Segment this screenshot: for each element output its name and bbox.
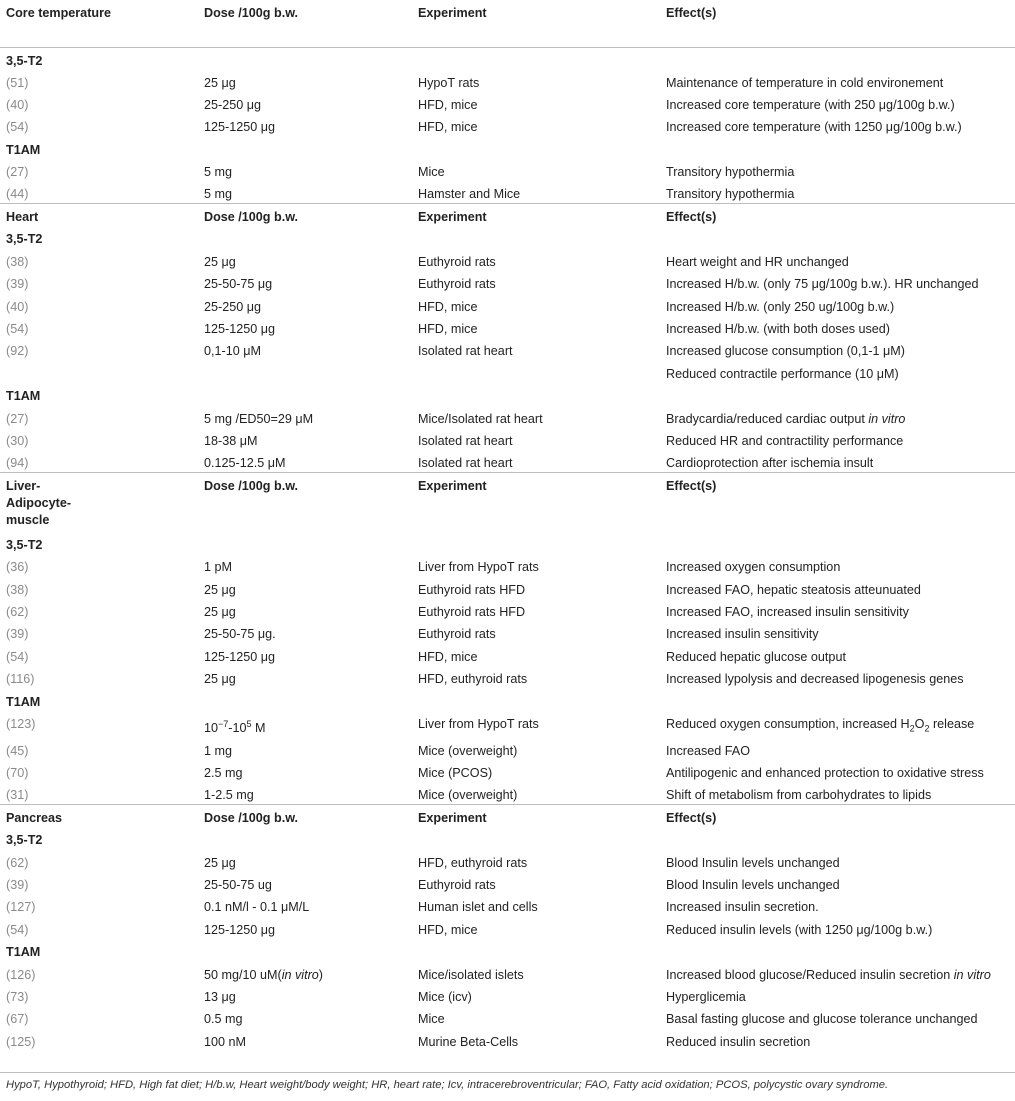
- reference-cell: (27): [6, 411, 29, 426]
- dose-cell: 0,1-10 μM: [204, 344, 261, 359]
- compound-label: T1AM: [6, 945, 41, 960]
- dose-cell: 1-2.5 mg: [204, 788, 254, 803]
- table-row: [0, 92, 1015, 114]
- dose-cell: 25 μg: [204, 254, 236, 269]
- dose-cell: [198, 962, 412, 984]
- effect-cell: [660, 450, 1015, 473]
- dose-cell: 5 mg /ED50=29 μM: [204, 411, 314, 426]
- dose-cell: 2.5 mg: [204, 765, 243, 780]
- column-header-experiment: Experiment: [418, 6, 487, 20]
- effect-cell: [660, 338, 1015, 360]
- section-header-row: [0, 805, 1015, 828]
- effect-cell: [660, 361, 1015, 383]
- compound-row: [0, 137, 1015, 159]
- table-row: [0, 316, 1015, 338]
- table-row: [0, 621, 1015, 643]
- effect-text: Increased H/b.w. (only 75 μg/100g b.w.). HR unchanged: [666, 277, 979, 292]
- column-header-dose: Dose /100g b.w.: [204, 6, 299, 20]
- table-row: [0, 850, 1015, 872]
- effect-cell: [660, 711, 1015, 738]
- effect-subscript: 2: [909, 723, 915, 734]
- experiment-cell: Mice (overweight): [418, 788, 518, 803]
- experiment-cell: HypoT rats: [418, 75, 480, 90]
- reference-cell: [0, 361, 198, 383]
- effect-text: Blood Insulin levels unchanged: [666, 878, 840, 893]
- effect-text: Shift of metabolism from carbohydrates to lipids: [666, 788, 932, 803]
- dose-cell: 25 μg: [204, 582, 236, 597]
- effect-cell: [660, 159, 1015, 181]
- effect-cell: [660, 249, 1015, 271]
- dose-cell: 1 mg: [204, 743, 232, 758]
- effect-cell: [660, 70, 1015, 92]
- reference-cell: (40): [6, 299, 29, 314]
- table-row: [0, 70, 1015, 92]
- table-row: [0, 249, 1015, 271]
- compound-label: 3,5-T2: [6, 232, 43, 247]
- effect-text: Increased core temperature (with 1250 μg/100g b.w.): [666, 120, 962, 135]
- dose-mid: -10: [228, 721, 247, 736]
- experiment-cell: Euthyroid rats: [418, 277, 496, 292]
- column-header-effects: Effect(s): [666, 6, 717, 20]
- reference-cell: (31): [6, 788, 29, 803]
- reference-cell: (127): [6, 900, 36, 915]
- effect-text: Increased insulin secretion.: [666, 900, 819, 915]
- section-title: Heart: [0, 204, 198, 227]
- dose-cell: 25-50-75 μg.: [204, 627, 276, 642]
- effect-italic: in vitro: [868, 411, 906, 426]
- dose-cell: 25 μg: [204, 855, 236, 870]
- effect-text: Increased FAO, increased insulin sensitivity: [666, 605, 909, 620]
- experiment-cell: Mice/Isolated rat heart: [418, 411, 543, 426]
- table-row: [0, 181, 1015, 204]
- compound-label: T1AM: [6, 694, 41, 709]
- table-row: [0, 666, 1015, 688]
- compound-row: [0, 226, 1015, 248]
- effect-cell: [660, 782, 1015, 805]
- dose-close: ): [318, 967, 323, 982]
- effect-text: Reduced insulin levels (with 1250 μg/100g b.w.): [666, 922, 933, 937]
- effect-cell: [660, 577, 1015, 599]
- effect-text: O: [914, 716, 925, 731]
- table-row: [0, 962, 1015, 984]
- table-row: [0, 271, 1015, 293]
- effect-text: Increased insulin sensitivity: [666, 627, 819, 642]
- table-row: [0, 114, 1015, 136]
- table-row: [0, 428, 1015, 450]
- reference-cell: (45): [6, 743, 29, 758]
- reference-cell: (54): [6, 120, 29, 135]
- dose-cell: 5 mg: [204, 187, 232, 202]
- reference-cell: (116): [6, 672, 35, 687]
- dose-cell: 25 μg: [204, 75, 236, 90]
- column-header-effects: Effect(s): [660, 805, 1015, 828]
- effect-cell: [660, 850, 1015, 872]
- effect-cell: [660, 962, 1015, 984]
- experiment-cell: HFD, mice: [418, 922, 478, 937]
- dose-cell: 25-250 μg: [204, 299, 261, 314]
- table-row: [0, 711, 1015, 738]
- effect-text: Transitory hypothermia: [666, 187, 795, 202]
- dose-cell: 125-1250 μg: [204, 322, 275, 337]
- dose-cell: 25-50-75 μg: [204, 277, 273, 292]
- experiment-cell: Isolated rat heart: [418, 433, 513, 448]
- dose-cell: [198, 711, 412, 738]
- effect-text: Increased H/b.w. (only 250 ug/100g b.w.): [666, 299, 895, 314]
- dose-exponent: −7: [218, 718, 229, 729]
- table-row: [0, 599, 1015, 621]
- dose-cell: 25 μg: [204, 672, 236, 687]
- table-row: [0, 450, 1015, 473]
- experiment-cell: Human islet and cells: [418, 900, 538, 915]
- reference-cell: (54): [6, 922, 29, 937]
- effect-cell: [660, 92, 1015, 114]
- reference-cell: (70): [6, 765, 29, 780]
- effect-cell: [660, 738, 1015, 760]
- dose-cell: 5 mg: [204, 165, 232, 180]
- dose-text: 50 mg/10 uM(: [204, 967, 282, 982]
- table-row: [0, 644, 1015, 666]
- effect-cell: [660, 406, 1015, 428]
- table-row: [0, 159, 1015, 181]
- table-row: [0, 917, 1015, 939]
- effect-text: Increased lypolysis and decreased lipogenesis genes: [666, 672, 964, 687]
- experiment-cell: Isolated rat heart: [418, 344, 513, 359]
- effect-cell: [660, 1006, 1015, 1028]
- table-row: [0, 554, 1015, 576]
- experiment-cell: Euthyroid rats: [418, 878, 496, 893]
- column-header-dose: Dose /100g b.w.: [198, 473, 412, 532]
- experiment-cell: HFD, mice: [418, 322, 478, 337]
- table-row: [0, 577, 1015, 599]
- effect-cell: [660, 294, 1015, 316]
- effect-cell: [660, 917, 1015, 939]
- section-header-row: [0, 473, 1015, 532]
- column-header-experiment: Experiment: [412, 204, 660, 227]
- section-header-row: [0, 0, 1015, 47]
- experiment-cell: HFD, euthyroid rats: [418, 855, 528, 870]
- dose-cell: 13 μg: [204, 990, 236, 1005]
- reference-cell: (125): [6, 1034, 36, 1049]
- compound-row: [0, 689, 1015, 711]
- dose-cell: 1 pM: [204, 560, 232, 575]
- effect-cell: [660, 984, 1015, 1006]
- effect-text: Hyperglicemia: [666, 990, 746, 1005]
- reference-cell: (39): [6, 277, 29, 292]
- effect-text: Reduced insulin secretion: [666, 1034, 811, 1049]
- experiment-cell: HFD, mice: [418, 120, 478, 135]
- reference-cell: (44): [6, 187, 29, 202]
- experiment-cell: Mice (PCOS): [418, 765, 493, 780]
- table-row: [0, 782, 1015, 805]
- reference-cell: (62): [6, 605, 29, 620]
- reference-cell: (92): [6, 344, 29, 359]
- effect-cell: [660, 114, 1015, 136]
- dose-exponent: 5: [246, 718, 252, 729]
- experiment-cell: Mice: [418, 165, 445, 180]
- dose-cell: 25-250 μg: [204, 97, 261, 112]
- dose-cell: 0.1 nM/l - 0.1 μM/L: [204, 900, 310, 915]
- effect-cell: [660, 316, 1015, 338]
- experiment-cell: Euthyroid rats HFD: [418, 605, 526, 620]
- experiment-cell: [412, 361, 660, 383]
- reference-cell: (40): [6, 97, 29, 112]
- column-header-effects: Effect(s): [660, 204, 1015, 227]
- compound-row: [0, 939, 1015, 961]
- effect-text: Basal fasting glucose and glucose tolerance unchanged: [666, 1012, 978, 1027]
- effect-text: Maintenance of temperature in cold environement: [666, 75, 944, 90]
- section-title: Core temperature: [6, 6, 111, 20]
- effect-text: Reduced oxygen consumption, increased H: [666, 716, 910, 731]
- table-row: [0, 1029, 1015, 1051]
- reference-cell: (54): [6, 649, 29, 664]
- compound-label: T1AM: [6, 389, 41, 404]
- effect-text: release: [929, 716, 975, 731]
- effect-text: Reduced hepatic glucose output: [666, 649, 846, 664]
- effect-text: Increased H/b.w. (with both doses used): [666, 322, 891, 337]
- dose-unit: M: [251, 721, 266, 736]
- effect-text: Heart weight and HR unchanged: [666, 254, 849, 269]
- reference-cell: (123): [6, 716, 36, 731]
- experiment-cell: HFD, euthyroid rats: [418, 672, 528, 687]
- reference-cell: (36): [6, 560, 29, 575]
- experiment-cell: HFD, mice: [418, 299, 478, 314]
- compound-label: 3,5-T2: [0, 47, 1015, 70]
- experiment-cell: Hamster and Mice: [418, 187, 521, 202]
- section-title-line: Liver-: [6, 479, 41, 494]
- effect-cell: [660, 554, 1015, 576]
- compound-label: 3,5-T2: [6, 833, 43, 848]
- reference-cell: (51): [6, 75, 29, 90]
- effect-cell: [660, 760, 1015, 782]
- effect-cell: [660, 894, 1015, 916]
- table-row: [0, 294, 1015, 316]
- dose-cell: 0.125-12.5 μM: [204, 456, 286, 471]
- effect-cell: [660, 428, 1015, 450]
- column-header-experiment: Experiment: [412, 805, 660, 828]
- column-header-experiment: Experiment: [412, 473, 660, 532]
- dose-cell: 18-38 μM: [204, 433, 258, 448]
- effect-text: Increased FAO: [666, 743, 750, 758]
- effect-text: Antilipogenic and enhanced protection to oxidative stress: [666, 765, 984, 780]
- effect-text: Increased blood glucose/Reduced insulin secretion: [666, 967, 951, 982]
- effect-text: Increased glucose consumption (0,1-1 μM): [666, 344, 905, 359]
- dose-italic: in vitro: [281, 967, 319, 982]
- experiment-cell: Euthyroid rats: [418, 627, 496, 642]
- section-title-line: Adipocyte-: [6, 496, 72, 511]
- table-row: [0, 338, 1015, 360]
- table-row: [0, 894, 1015, 916]
- reference-cell: (39): [6, 627, 29, 642]
- effect-text: Reduced contractile performance (10 μM): [666, 366, 899, 381]
- effect-text: Increased oxygen consumption: [666, 560, 841, 575]
- reference-cell: (54): [6, 322, 29, 337]
- dose-cell: 0.5 mg: [204, 1012, 243, 1027]
- effect-cell: [660, 599, 1015, 621]
- reference-cell: (62): [6, 855, 29, 870]
- table-row: [0, 984, 1015, 1006]
- effect-cell: [660, 666, 1015, 688]
- reference-cell: (94): [6, 456, 29, 471]
- reference-cell: (27): [6, 165, 29, 180]
- effect-text: Transitory hypothermia: [666, 165, 795, 180]
- table-row: [0, 406, 1015, 428]
- reference-cell: (67): [6, 1012, 29, 1027]
- table-row: [0, 738, 1015, 760]
- experiment-cell: Murine Beta-Cells: [418, 1034, 519, 1049]
- section-title: Pancreas: [0, 805, 198, 828]
- experiment-cell: Euthyroid rats HFD: [418, 582, 526, 597]
- reference-cell: (39): [6, 878, 29, 893]
- section-title: [0, 473, 198, 532]
- effect-cell: [660, 872, 1015, 894]
- reference-cell: (38): [6, 254, 29, 269]
- compound-row: [0, 47, 1015, 70]
- effect-cell: [660, 271, 1015, 293]
- table-row: [0, 760, 1015, 782]
- dose-cell: [198, 361, 412, 383]
- effect-cell: [660, 1029, 1015, 1051]
- dose-base: 10: [204, 721, 219, 736]
- experiment-cell: HFD, mice: [418, 649, 478, 664]
- effect-subscript: 2: [924, 723, 930, 734]
- experiment-cell: Mice (icv): [418, 990, 472, 1005]
- effect-text: Increased FAO, hepatic steatosis atteunuated: [666, 582, 921, 597]
- column-header-effects: Effect(s): [660, 473, 1015, 532]
- section-title-line: muscle: [6, 513, 50, 528]
- experiment-cell: Mice: [418, 1012, 445, 1027]
- effect-text: Bradycardia/reduced cardiac output: [666, 411, 865, 426]
- table-row: [0, 872, 1015, 894]
- experiment-cell: Liver from HypoT rats: [418, 716, 539, 731]
- experiment-cell: Liver from HypoT rats: [418, 560, 539, 575]
- effect-cell: [660, 621, 1015, 643]
- effect-italic: in vitro: [953, 967, 991, 982]
- dose-cell: 100 nM: [204, 1034, 247, 1049]
- reference-cell: (126): [6, 967, 36, 982]
- dose-cell: 125-1250 μg: [204, 649, 275, 664]
- dose-cell: 25-50-75 ug: [204, 878, 272, 893]
- column-header-dose: Dose /100g b.w.: [198, 805, 412, 828]
- compound-label: 3,5-T2: [6, 537, 43, 552]
- experiment-cell: Euthyroid rats: [418, 254, 496, 269]
- section-header-row: [0, 204, 1015, 227]
- effect-cell: [660, 644, 1015, 666]
- experiment-cell: HFD, mice: [418, 97, 478, 112]
- dose-cell: 25 μg: [204, 605, 236, 620]
- table-footnote: HypoT, Hypothyroid; HFD, High fat diet; H/b.w, Heart weight/body weight; HR, heart rate; Icv, intracerebroventricular; FAO, Fatty acid oxidation; PCOS, polycystic ovary syndrome.: [6, 1079, 889, 1091]
- reference-cell: (30): [6, 433, 29, 448]
- dose-cell: 125-1250 μg: [204, 120, 275, 135]
- table-row: [0, 361, 1015, 383]
- effect-text: Increased core temperature (with 250 μg/100g b.w.): [666, 97, 955, 112]
- dose-cell: 125-1250 μg: [204, 922, 275, 937]
- experiment-cell: Mice/isolated islets: [418, 967, 524, 982]
- compound-row: [0, 532, 1015, 554]
- compound-row: [0, 827, 1015, 849]
- experiment-cell: Mice (overweight): [418, 743, 518, 758]
- table-row: [0, 1006, 1015, 1028]
- effect-text: Reduced HR and contractility performance: [666, 433, 904, 448]
- effect-text: Cardioprotection after ischemia insult: [666, 456, 874, 471]
- table-bottom-rule: [0, 1072, 1015, 1073]
- compound-label: T1AM: [6, 142, 41, 157]
- effect-cell: [660, 181, 1015, 204]
- compound-row: [0, 383, 1015, 405]
- experiment-cell: Isolated rat heart: [418, 456, 513, 471]
- reference-cell: (38): [6, 582, 29, 597]
- reference-cell: (73): [6, 990, 29, 1005]
- effect-text: Blood Insulin levels unchanged: [666, 855, 840, 870]
- column-header-dose: Dose /100g b.w.: [198, 204, 412, 227]
